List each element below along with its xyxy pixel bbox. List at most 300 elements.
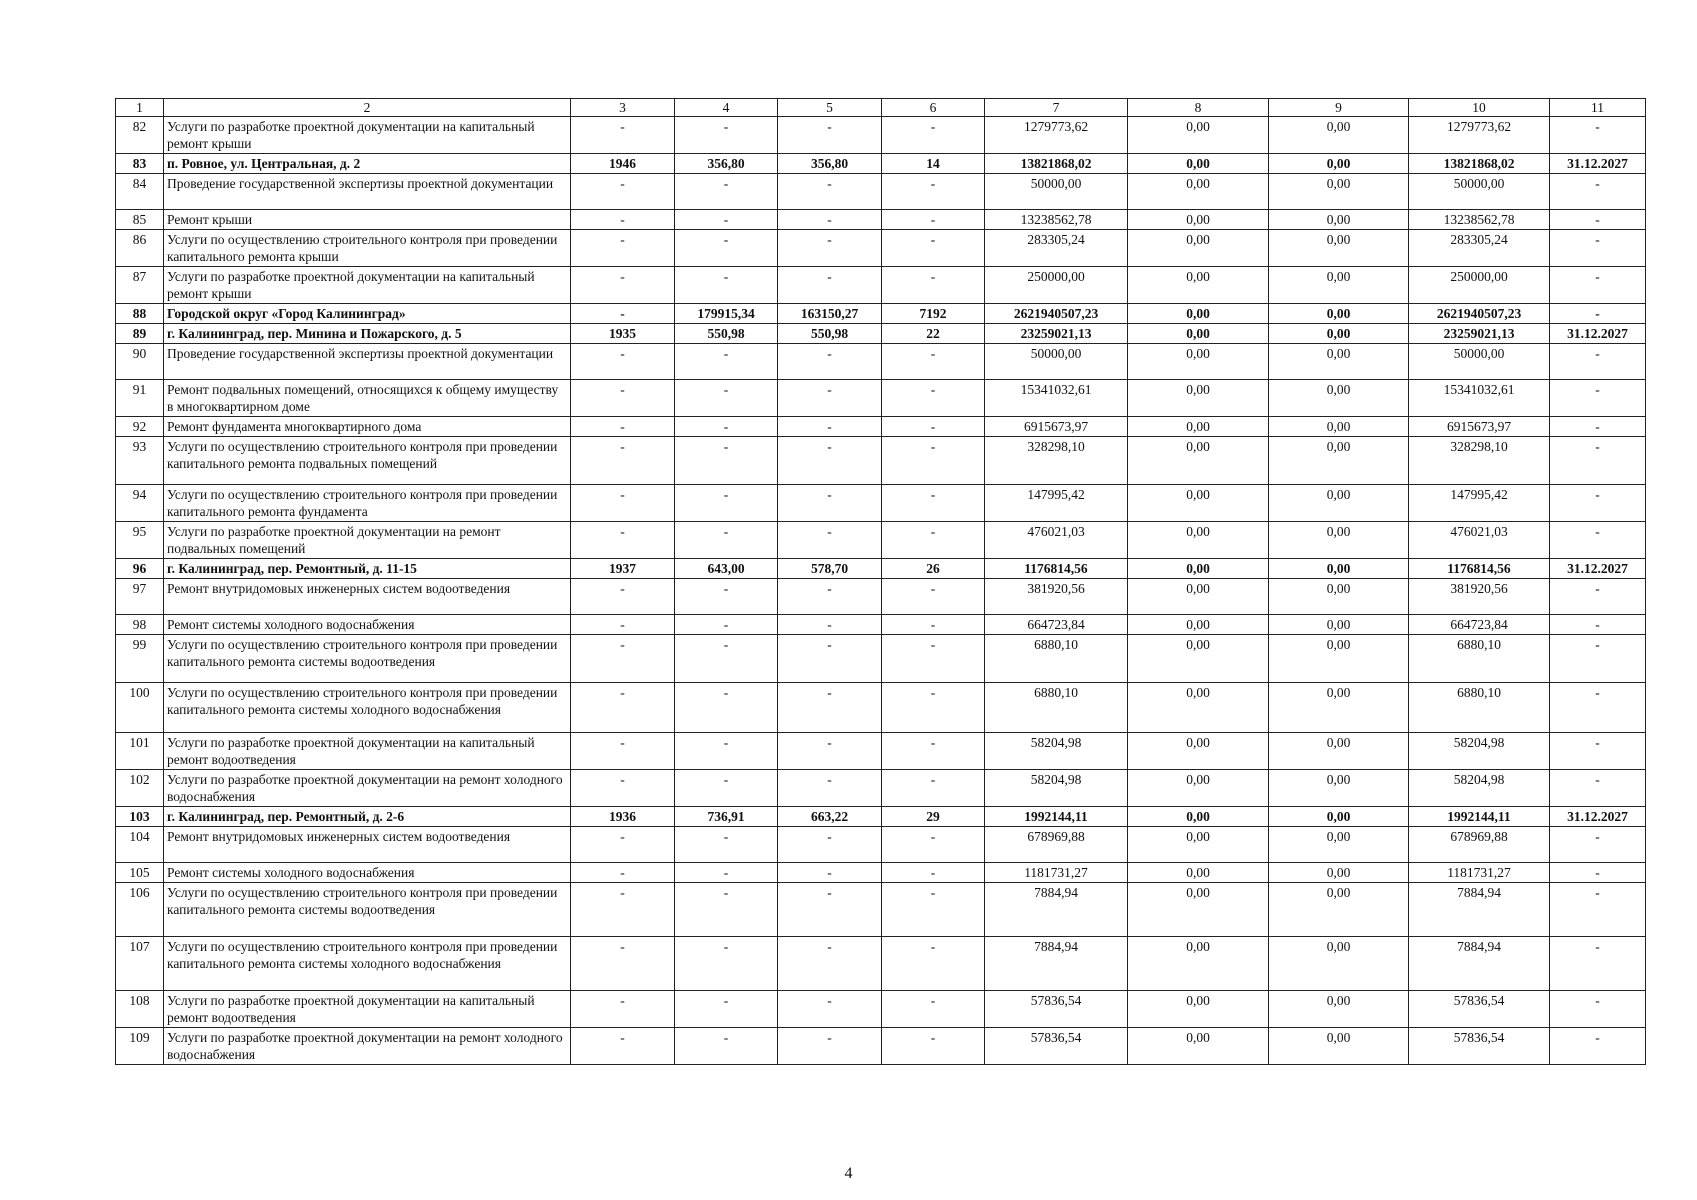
owner-funds-cell: 147995,42 <box>1409 485 1550 522</box>
year-cell: - <box>571 827 675 863</box>
deadline-cell: - <box>1550 380 1646 417</box>
living-area-cell: - <box>778 635 882 683</box>
column-header: 11 <box>1550 99 1646 117</box>
deadline-cell: - <box>1550 615 1646 635</box>
owner-funds-cell: 6880,10 <box>1409 635 1550 683</box>
total-area-cell: - <box>675 883 778 937</box>
owner-funds-cell: 2621940507,23 <box>1409 304 1550 324</box>
deadline-cell: - <box>1550 344 1646 380</box>
total-area-cell: - <box>675 937 778 991</box>
owner-funds-cell: 6880,10 <box>1409 683 1550 733</box>
row-number: 87 <box>116 267 164 304</box>
total-area-cell: - <box>675 210 778 230</box>
row-description: Услуги по осуществлению строительного контроля при проведении капитального ремонта крыши <box>164 230 571 267</box>
row-description: Ремонт системы холодного водоснабжения <box>164 615 571 635</box>
regional-funds-cell: 0,00 <box>1269 827 1409 863</box>
row-number: 99 <box>116 635 164 683</box>
owner-funds-cell: 1181731,27 <box>1409 863 1550 883</box>
row-number: 98 <box>116 615 164 635</box>
living-area-cell: - <box>778 344 882 380</box>
residents-cell: - <box>882 883 985 937</box>
table-row <box>116 304 1646 324</box>
owner-funds-cell: 50000,00 <box>1409 174 1550 210</box>
deadline-cell: - <box>1550 579 1646 615</box>
column-header: 4 <box>675 99 778 117</box>
total-cost-cell: 50000,00 <box>985 344 1128 380</box>
federal-funds-cell: 0,00 <box>1128 117 1269 154</box>
regional-funds-cell: 0,00 <box>1269 324 1409 344</box>
row-number: 103 <box>116 807 164 827</box>
row-description: Услуги по осуществлению строительного контроля при проведении капитального ремонта системы холодного водоснабжения <box>164 937 571 991</box>
row-description: Услуги по осуществлению строительного контроля при проведении капитального ремонта системы водоотведения <box>164 883 571 937</box>
row-description: Ремонт крыши <box>164 210 571 230</box>
residents-cell: - <box>882 991 985 1028</box>
federal-funds-cell: 0,00 <box>1128 344 1269 380</box>
residents-cell: - <box>882 1028 985 1065</box>
living-area-cell: - <box>778 827 882 863</box>
deadline-cell: - <box>1550 733 1646 770</box>
total-area-cell: - <box>675 579 778 615</box>
federal-funds-cell: 0,00 <box>1128 304 1269 324</box>
row-number: 88 <box>116 304 164 324</box>
total-cost-cell: 58204,98 <box>985 733 1128 770</box>
year-cell: - <box>571 937 675 991</box>
deadline-cell: 31.12.2027 <box>1550 807 1646 827</box>
regional-funds-cell: 0,00 <box>1269 304 1409 324</box>
table-row <box>116 117 1646 154</box>
table-row <box>116 267 1646 304</box>
living-area-cell: - <box>778 210 882 230</box>
table-row <box>116 827 1646 863</box>
table-row <box>116 324 1646 344</box>
living-area-cell: 663,22 <box>778 807 882 827</box>
total-cost-cell: 6880,10 <box>985 635 1128 683</box>
year-cell: - <box>571 210 675 230</box>
row-number: 105 <box>116 863 164 883</box>
total-area-cell: - <box>675 1028 778 1065</box>
row-description: Услуги по осуществлению строительного контроля при проведении капитального ремонта системы холодного водоснабжения <box>164 683 571 733</box>
regional-funds-cell: 0,00 <box>1269 683 1409 733</box>
year-cell: - <box>571 863 675 883</box>
total-cost-cell: 58204,98 <box>985 770 1128 807</box>
total-area-cell: - <box>675 827 778 863</box>
living-area-cell: - <box>778 437 882 485</box>
total-area-cell: - <box>675 683 778 733</box>
table-row <box>116 579 1646 615</box>
capital-repair-table <box>115 98 1646 1065</box>
regional-funds-cell: 0,00 <box>1269 154 1409 174</box>
residents-cell: 29 <box>882 807 985 827</box>
residents-cell: - <box>882 863 985 883</box>
total-area-cell: - <box>675 267 778 304</box>
table-row <box>116 154 1646 174</box>
federal-funds-cell: 0,00 <box>1128 683 1269 733</box>
living-area-cell: 356,80 <box>778 154 882 174</box>
owner-funds-cell: 328298,10 <box>1409 437 1550 485</box>
regional-funds-cell: 0,00 <box>1269 807 1409 827</box>
year-cell: - <box>571 522 675 559</box>
living-area-cell: - <box>778 683 882 733</box>
living-area-cell: - <box>778 230 882 267</box>
page-number: 4 <box>844 1165 853 1182</box>
federal-funds-cell: 0,00 <box>1128 380 1269 417</box>
living-area-cell: 578,70 <box>778 559 882 579</box>
total-area-cell: - <box>675 344 778 380</box>
residents-cell: - <box>882 380 985 417</box>
regional-funds-cell: 0,00 <box>1269 437 1409 485</box>
federal-funds-cell: 0,00 <box>1128 937 1269 991</box>
total-area-cell: - <box>675 863 778 883</box>
federal-funds-cell: 0,00 <box>1128 770 1269 807</box>
federal-funds-cell: 0,00 <box>1128 733 1269 770</box>
row-description: г. Калининград, пер. Минина и Пожарского, д. 5 <box>164 324 571 344</box>
regional-funds-cell: 0,00 <box>1269 615 1409 635</box>
total-cost-cell: 57836,54 <box>985 991 1128 1028</box>
row-description: Услуги по разработке проектной документации на капитальный ремонт крыши <box>164 267 571 304</box>
deadline-cell: - <box>1550 174 1646 210</box>
year-cell: - <box>571 683 675 733</box>
residents-cell: - <box>882 937 985 991</box>
owner-funds-cell: 57836,54 <box>1409 1028 1550 1065</box>
federal-funds-cell: 0,00 <box>1128 437 1269 485</box>
row-number: 94 <box>116 485 164 522</box>
regional-funds-cell: 0,00 <box>1269 635 1409 683</box>
regional-funds-cell: 0,00 <box>1269 733 1409 770</box>
federal-funds-cell: 0,00 <box>1128 615 1269 635</box>
owner-funds-cell: 664723,84 <box>1409 615 1550 635</box>
total-area-cell: - <box>675 733 778 770</box>
regional-funds-cell: 0,00 <box>1269 267 1409 304</box>
deadline-cell: - <box>1550 863 1646 883</box>
living-area-cell: - <box>778 615 882 635</box>
deadline-cell: 31.12.2027 <box>1550 154 1646 174</box>
table-row <box>116 807 1646 827</box>
row-number: 90 <box>116 344 164 380</box>
regional-funds-cell: 0,00 <box>1269 117 1409 154</box>
deadline-cell: - <box>1550 770 1646 807</box>
federal-funds-cell: 0,00 <box>1128 991 1269 1028</box>
row-description: Услуги по разработке проектной документации на капитальный ремонт водоотведения <box>164 991 571 1028</box>
living-area-cell: - <box>778 733 882 770</box>
row-description: Услуги по осуществлению строительного контроля при проведении капитального ремонта фундамента <box>164 485 571 522</box>
regional-funds-cell: 0,00 <box>1269 863 1409 883</box>
living-area-cell: - <box>778 117 882 154</box>
year-cell: - <box>571 230 675 267</box>
regional-funds-cell: 0,00 <box>1269 417 1409 437</box>
total-area-cell: 550,98 <box>675 324 778 344</box>
residents-cell: - <box>882 733 985 770</box>
table-row <box>116 635 1646 683</box>
residents-cell: - <box>882 417 985 437</box>
year-cell: - <box>571 1028 675 1065</box>
total-area-cell: - <box>675 174 778 210</box>
deadline-cell: - <box>1550 883 1646 937</box>
row-description: Ремонт системы холодного водоснабжения <box>164 863 571 883</box>
total-cost-cell: 476021,03 <box>985 522 1128 559</box>
table-row <box>116 733 1646 770</box>
year-cell: - <box>571 991 675 1028</box>
table-row <box>116 210 1646 230</box>
row-number: 104 <box>116 827 164 863</box>
table-row <box>116 937 1646 991</box>
residents-cell: - <box>882 267 985 304</box>
total-cost-cell: 381920,56 <box>985 579 1128 615</box>
residents-cell: - <box>882 485 985 522</box>
living-area-cell: - <box>778 380 882 417</box>
living-area-cell: - <box>778 417 882 437</box>
residents-cell: - <box>882 210 985 230</box>
total-cost-cell: 1992144,11 <box>985 807 1128 827</box>
deadline-cell: - <box>1550 522 1646 559</box>
table-row <box>116 230 1646 267</box>
deadline-cell: - <box>1550 417 1646 437</box>
living-area-cell: - <box>778 883 882 937</box>
federal-funds-cell: 0,00 <box>1128 324 1269 344</box>
row-number: 83 <box>116 154 164 174</box>
year-cell: 1937 <box>571 559 675 579</box>
row-number: 91 <box>116 380 164 417</box>
federal-funds-cell: 0,00 <box>1128 883 1269 937</box>
deadline-cell: - <box>1550 437 1646 485</box>
residents-cell: 22 <box>882 324 985 344</box>
table-row <box>116 615 1646 635</box>
row-number: 93 <box>116 437 164 485</box>
row-number: 102 <box>116 770 164 807</box>
total-area-cell: - <box>675 380 778 417</box>
column-header: 3 <box>571 99 675 117</box>
year-cell: - <box>571 267 675 304</box>
total-cost-cell: 1181731,27 <box>985 863 1128 883</box>
total-cost-cell: 7884,94 <box>985 883 1128 937</box>
regional-funds-cell: 0,00 <box>1269 210 1409 230</box>
total-cost-cell: 147995,42 <box>985 485 1128 522</box>
owner-funds-cell: 50000,00 <box>1409 344 1550 380</box>
total-cost-cell: 678969,88 <box>985 827 1128 863</box>
row-description: Ремонт подвальных помещений, относящихся к общему имуществу в многоквартирном доме <box>164 380 571 417</box>
residents-cell: - <box>882 635 985 683</box>
table-body <box>116 99 1646 1065</box>
deadline-cell: 31.12.2027 <box>1550 324 1646 344</box>
year-cell: 1935 <box>571 324 675 344</box>
deadline-cell: - <box>1550 683 1646 733</box>
year-cell: - <box>571 380 675 417</box>
total-area-cell: - <box>675 417 778 437</box>
owner-funds-cell: 1992144,11 <box>1409 807 1550 827</box>
residents-cell: - <box>882 344 985 380</box>
total-area-cell: 736,91 <box>675 807 778 827</box>
table-row <box>116 485 1646 522</box>
deadline-cell: 31.12.2027 <box>1550 559 1646 579</box>
owner-funds-cell: 381920,56 <box>1409 579 1550 615</box>
living-area-cell: 163150,27 <box>778 304 882 324</box>
year-cell: - <box>571 304 675 324</box>
regional-funds-cell: 0,00 <box>1269 380 1409 417</box>
total-area-cell: - <box>675 635 778 683</box>
living-area-cell: - <box>778 579 882 615</box>
column-header: 6 <box>882 99 985 117</box>
owner-funds-cell: 1279773,62 <box>1409 117 1550 154</box>
year-cell: - <box>571 485 675 522</box>
total-cost-cell: 1279773,62 <box>985 117 1128 154</box>
row-description: Услуги по разработке проектной документации на ремонт подвальных помещений <box>164 522 571 559</box>
living-area-cell: - <box>778 991 882 1028</box>
deadline-cell: - <box>1550 635 1646 683</box>
owner-funds-cell: 476021,03 <box>1409 522 1550 559</box>
year-cell: - <box>571 579 675 615</box>
year-cell: - <box>571 635 675 683</box>
residents-cell: - <box>882 770 985 807</box>
column-number-row <box>116 99 1646 117</box>
total-area-cell: - <box>675 770 778 807</box>
total-cost-cell: 664723,84 <box>985 615 1128 635</box>
residents-cell: - <box>882 437 985 485</box>
owner-funds-cell: 15341032,61 <box>1409 380 1550 417</box>
row-description: Проведение государственной экспертизы проектной документации <box>164 174 571 210</box>
total-area-cell: 179915,34 <box>675 304 778 324</box>
table-row <box>116 863 1646 883</box>
deadline-cell: - <box>1550 991 1646 1028</box>
year-cell: - <box>571 437 675 485</box>
owner-funds-cell: 7884,94 <box>1409 937 1550 991</box>
owner-funds-cell: 283305,24 <box>1409 230 1550 267</box>
row-number: 85 <box>116 210 164 230</box>
living-area-cell: - <box>778 485 882 522</box>
column-header: 9 <box>1269 99 1409 117</box>
row-description: Услуги по разработке проектной документации на ремонт холодного водоснабжения <box>164 1028 571 1065</box>
total-cost-cell: 13238562,78 <box>985 210 1128 230</box>
residents-cell: 7192 <box>882 304 985 324</box>
owner-funds-cell: 13821868,02 <box>1409 154 1550 174</box>
federal-funds-cell: 0,00 <box>1128 267 1269 304</box>
table-row <box>116 417 1646 437</box>
year-cell: - <box>571 733 675 770</box>
residents-cell: - <box>882 827 985 863</box>
residents-cell: 14 <box>882 154 985 174</box>
column-header: 8 <box>1128 99 1269 117</box>
owner-funds-cell: 58204,98 <box>1409 770 1550 807</box>
living-area-cell: - <box>778 1028 882 1065</box>
deadline-cell: - <box>1550 230 1646 267</box>
total-area-cell: 643,00 <box>675 559 778 579</box>
living-area-cell: - <box>778 937 882 991</box>
federal-funds-cell: 0,00 <box>1128 485 1269 522</box>
row-number: 106 <box>116 883 164 937</box>
total-cost-cell: 250000,00 <box>985 267 1128 304</box>
column-header: 2 <box>164 99 571 117</box>
owner-funds-cell: 13238562,78 <box>1409 210 1550 230</box>
year-cell: - <box>571 117 675 154</box>
table-row <box>116 770 1646 807</box>
living-area-cell: - <box>778 522 882 559</box>
table-row <box>116 683 1646 733</box>
federal-funds-cell: 0,00 <box>1128 579 1269 615</box>
total-cost-cell: 6915673,97 <box>985 417 1128 437</box>
year-cell: 1946 <box>571 154 675 174</box>
table-row <box>116 991 1646 1028</box>
owner-funds-cell: 58204,98 <box>1409 733 1550 770</box>
total-cost-cell: 283305,24 <box>985 230 1128 267</box>
regional-funds-cell: 0,00 <box>1269 1028 1409 1065</box>
year-cell: - <box>571 615 675 635</box>
row-number: 95 <box>116 522 164 559</box>
total-area-cell: - <box>675 437 778 485</box>
table-row <box>116 522 1646 559</box>
column-header: 10 <box>1409 99 1550 117</box>
deadline-cell: - <box>1550 827 1646 863</box>
deadline-cell: - <box>1550 117 1646 154</box>
year-cell: - <box>571 417 675 437</box>
row-number: 101 <box>116 733 164 770</box>
residents-cell: - <box>882 174 985 210</box>
regional-funds-cell: 0,00 <box>1269 174 1409 210</box>
table-row <box>116 344 1646 380</box>
owner-funds-cell: 1176814,56 <box>1409 559 1550 579</box>
table-row <box>116 174 1646 210</box>
residents-cell: 26 <box>882 559 985 579</box>
living-area-cell: - <box>778 267 882 304</box>
row-number: 82 <box>116 117 164 154</box>
row-description: Ремонт внутридомовых инженерных систем водоотведения <box>164 579 571 615</box>
total-cost-cell: 1176814,56 <box>985 559 1128 579</box>
row-description: Ремонт фундамента многоквартирного дома <box>164 417 571 437</box>
row-number: 109 <box>116 1028 164 1065</box>
total-area-cell: - <box>675 615 778 635</box>
row-description: г. Калининград, пер. Ремонтный, д. 2-6 <box>164 807 571 827</box>
row-number: 84 <box>116 174 164 210</box>
deadline-cell: - <box>1550 304 1646 324</box>
row-description: Проведение государственной экспертизы проектной документации <box>164 344 571 380</box>
total-area-cell: - <box>675 991 778 1028</box>
owner-funds-cell: 57836,54 <box>1409 991 1550 1028</box>
row-description: п. Ровное, ул. Центральная, д. 2 <box>164 154 571 174</box>
total-area-cell: - <box>675 485 778 522</box>
row-number: 96 <box>116 559 164 579</box>
regional-funds-cell: 0,00 <box>1269 770 1409 807</box>
table-row <box>116 437 1646 485</box>
total-cost-cell: 2621940507,23 <box>985 304 1128 324</box>
residents-cell: - <box>882 117 985 154</box>
row-number: 89 <box>116 324 164 344</box>
year-cell: - <box>571 883 675 937</box>
total-cost-cell: 15341032,61 <box>985 380 1128 417</box>
owner-funds-cell: 7884,94 <box>1409 883 1550 937</box>
living-area-cell: 550,98 <box>778 324 882 344</box>
regional-funds-cell: 0,00 <box>1269 991 1409 1028</box>
federal-funds-cell: 0,00 <box>1128 522 1269 559</box>
owner-funds-cell: 250000,00 <box>1409 267 1550 304</box>
owner-funds-cell: 6915673,97 <box>1409 417 1550 437</box>
column-header: 7 <box>985 99 1128 117</box>
federal-funds-cell: 0,00 <box>1128 1028 1269 1065</box>
federal-funds-cell: 0,00 <box>1128 230 1269 267</box>
federal-funds-cell: 0,00 <box>1128 863 1269 883</box>
residents-cell: - <box>882 683 985 733</box>
total-area-cell: 356,80 <box>675 154 778 174</box>
row-description: Услуги по осуществлению строительного контроля при проведении капитального ремонта системы водоотведения <box>164 635 571 683</box>
column-header: 5 <box>778 99 882 117</box>
row-description: г. Калининград, пер. Ремонтный, д. 11-15 <box>164 559 571 579</box>
column-header: 1 <box>116 99 164 117</box>
federal-funds-cell: 0,00 <box>1128 417 1269 437</box>
regional-funds-cell: 0,00 <box>1269 559 1409 579</box>
row-description: Ремонт внутридомовых инженерных систем водоотведения <box>164 827 571 863</box>
row-description: Услуги по разработке проектной документации на капитальный ремонт водоотведения <box>164 733 571 770</box>
regional-funds-cell: 0,00 <box>1269 937 1409 991</box>
year-cell: 1936 <box>571 807 675 827</box>
regional-funds-cell: 0,00 <box>1269 230 1409 267</box>
regional-funds-cell: 0,00 <box>1269 579 1409 615</box>
total-area-cell: - <box>675 522 778 559</box>
